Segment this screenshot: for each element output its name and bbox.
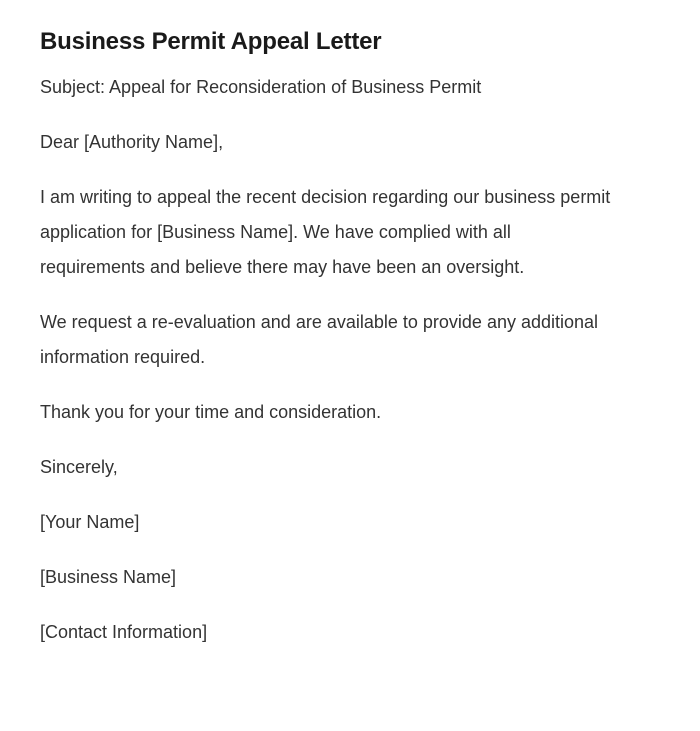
letter-subject-line: Subject: Appeal for Reconsideration of Business Permit <box>40 77 482 97</box>
letter-closing-thanks: Thank you for your time and consideration. <box>40 402 382 422</box>
letter-body-paragraph-2: We request a re-evaluation and are available to provide any additional information required. <box>40 312 599 367</box>
letter-signature-contact: [Contact Information] <box>40 622 208 642</box>
letter-signature-business: [Business Name] <box>40 567 177 587</box>
letter-sign-off: Sincerely, <box>40 457 118 477</box>
letter-title: Business Permit Appeal Letter <box>40 28 382 55</box>
letter-body-paragraph-1: I am writing to appeal the recent decision regarding our business permit application for [Business Name]. We have complied with all requirements and believe there may have been an oversight. <box>40 187 611 277</box>
letter-salutation: Dear [Authority Name], <box>40 132 224 152</box>
letter-signature-name: [Your Name] <box>40 512 140 532</box>
